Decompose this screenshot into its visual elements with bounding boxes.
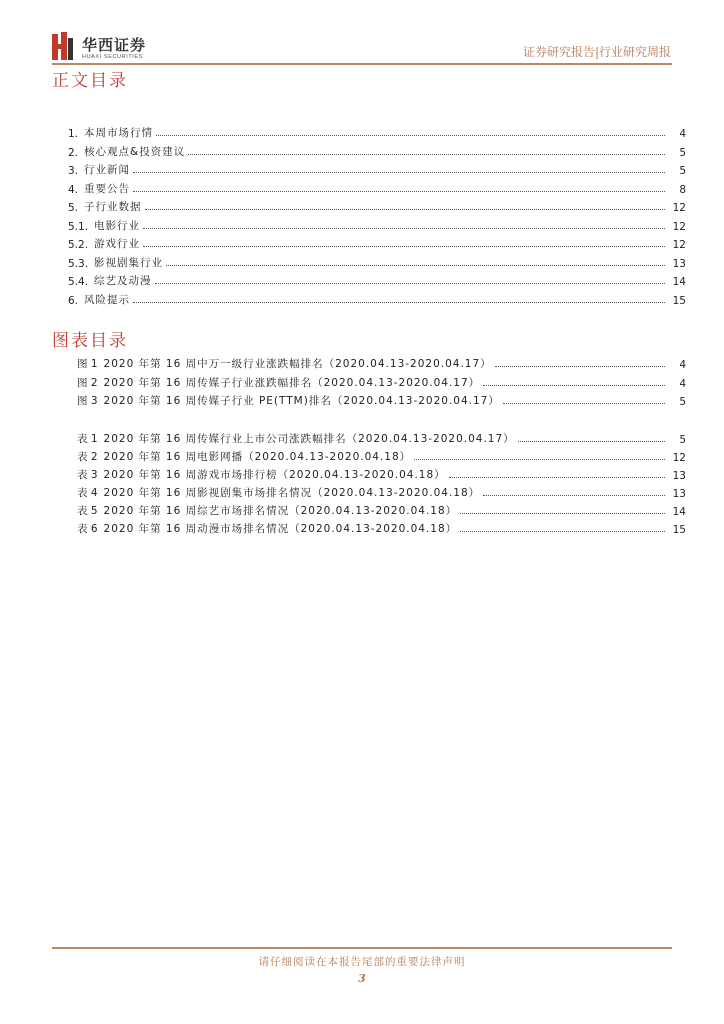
toc-page: 12 [672, 239, 686, 251]
leader-dots [145, 208, 665, 210]
toc-page: 12 [672, 202, 686, 214]
toc-page: 14 [672, 276, 686, 288]
figure-page: 4 [679, 359, 686, 371]
table-entry[interactable] [77, 428, 686, 446]
toc-number: 5. [68, 202, 79, 214]
toc-entry[interactable] [68, 270, 686, 288]
figure-number: 图 3 [77, 395, 98, 407]
legal-notice: 请仔细阅读在本报告尾部的重要法律声明 [258, 956, 466, 968]
toc-page: 12 [672, 221, 686, 233]
toc-label: 综艺及动漫 [94, 275, 152, 287]
company-logo [52, 32, 162, 64]
table-page: 12 [672, 452, 686, 464]
figure-label: 2020 年第 16 周传媒子行业涨跌幅排名（2020.04.13-2020.04.17） [103, 377, 481, 389]
toc-page: 15 [672, 295, 686, 307]
leader-dots [495, 365, 665, 367]
leader-dots [503, 402, 665, 404]
leader-dots [460, 512, 665, 514]
contents-title: 正文目录 [52, 71, 128, 91]
table-number: 表 5 [77, 505, 98, 517]
toc-number: 1. [68, 128, 79, 140]
leader-dots [449, 476, 665, 478]
header-divider [52, 63, 672, 65]
figure-number: 图 2 [77, 377, 98, 389]
logo-text-cn: 华西证券 [82, 36, 147, 54]
leader-dots [133, 190, 665, 192]
leader-dots [188, 153, 665, 155]
leader-dots [414, 458, 665, 460]
report-type-label: 证券研究报告|行业研究周报 [522, 45, 671, 59]
table-label: 2020 年第 16 周电影网播（2020.04.13-2020.04.18） [103, 451, 412, 463]
toc-page: 5 [679, 165, 686, 177]
leader-dots [483, 494, 665, 496]
toc-entry[interactable] [68, 178, 686, 196]
toc-label: 本周市场行情 [84, 127, 154, 139]
toc-entry[interactable] [68, 141, 686, 159]
figure-number: 图 1 [77, 358, 98, 370]
toc-label: 行业新闻 [84, 164, 131, 176]
table-page: 5 [679, 434, 686, 446]
table-number: 表 6 [77, 523, 98, 535]
leader-dots [460, 530, 665, 532]
toc-label: 子行业数据 [84, 201, 142, 213]
toc-entry[interactable] [68, 289, 686, 307]
toc-number: 5.2. [68, 239, 89, 251]
footer-divider [52, 947, 672, 949]
table-number: 表 3 [77, 469, 98, 481]
figure-label: 2020 年第 16 周中万一级行业涨跌幅排名（2020.04.13-2020.04.17） [103, 358, 492, 370]
figure-page: 4 [679, 378, 686, 390]
toc-entry[interactable] [68, 196, 686, 214]
table-number: 表 1 [77, 433, 98, 445]
figure-entry[interactable] [77, 390, 686, 408]
toc-entry[interactable] [68, 215, 686, 233]
leader-dots [155, 282, 665, 284]
toc-page: 8 [679, 184, 686, 196]
toc-entry[interactable] [68, 233, 686, 251]
huaxi-logo-icon [52, 32, 74, 60]
leader-dots [483, 384, 665, 386]
toc-page: 4 [679, 128, 686, 140]
table-page: 13 [672, 488, 686, 500]
toc-label: 风险提示 [84, 294, 131, 306]
table-entry[interactable] [77, 464, 686, 482]
toc-number: 5.1. [68, 221, 89, 233]
page-number: 3 [358, 972, 366, 985]
figure-label: 2020 年第 16 周传媒子行业 PE(TTM)排名（2020.04.13-2020.04.17） [103, 395, 500, 407]
toc-number: 3. [68, 165, 79, 177]
toc-label: 影视剧集行业 [94, 257, 164, 269]
figure-entry[interactable] [77, 353, 686, 371]
toc-label: 核心观点&投资建议 [84, 146, 186, 158]
toc-number: 5.4. [68, 276, 89, 288]
table-page: 13 [672, 470, 686, 482]
toc-label: 电影行业 [94, 220, 141, 232]
table-entry[interactable] [77, 518, 686, 536]
table-entry[interactable] [77, 500, 686, 518]
leader-dots [133, 301, 665, 303]
toc-number: 6. [68, 295, 79, 307]
leader-dots [156, 134, 665, 136]
figures-title: 图表目录 [52, 331, 128, 351]
leader-dots [518, 440, 665, 442]
toc-label: 重要公告 [84, 183, 131, 195]
table-label: 2020 年第 16 周综艺市场排名情况（2020.04.13-2020.04.18） [103, 505, 458, 517]
leader-dots [143, 227, 665, 229]
table-label: 2020 年第 16 周影视剧集市场排名情况（2020.04.13-2020.04.18） [103, 487, 481, 499]
toc-number: 4. [68, 184, 79, 196]
toc-label: 游戏行业 [94, 238, 141, 250]
table-label: 2020 年第 16 周传媒行业上市公司涨跌幅排名（2020.04.13-2020.04.17） [103, 433, 515, 445]
table-number: 表 4 [77, 487, 98, 499]
leader-dots [133, 171, 665, 173]
table-entry[interactable] [77, 446, 686, 464]
table-page: 15 [672, 524, 686, 536]
table-label: 2020 年第 16 周动漫市场排名情况（2020.04.13-2020.04.18） [103, 523, 458, 535]
toc-entry[interactable] [68, 122, 686, 140]
figure-entry[interactable] [77, 372, 686, 390]
table-page: 14 [672, 506, 686, 518]
figure-page: 5 [679, 396, 686, 408]
leader-dots [166, 264, 665, 266]
toc-page: 5 [679, 147, 686, 159]
logo-text-en: HUAXI SECURITIES [82, 54, 143, 60]
toc-entry[interactable] [68, 252, 686, 270]
leader-dots [143, 245, 665, 247]
table-number: 表 2 [77, 451, 98, 463]
toc-number: 5.3. [68, 258, 89, 270]
table-label: 2020 年第 16 周游戏市场排行榜（2020.04.13-2020.04.18） [103, 469, 446, 481]
toc-page: 13 [672, 258, 686, 270]
toc-entry[interactable] [68, 159, 686, 177]
toc-number: 2. [68, 147, 79, 159]
table-entry[interactable] [77, 482, 686, 500]
